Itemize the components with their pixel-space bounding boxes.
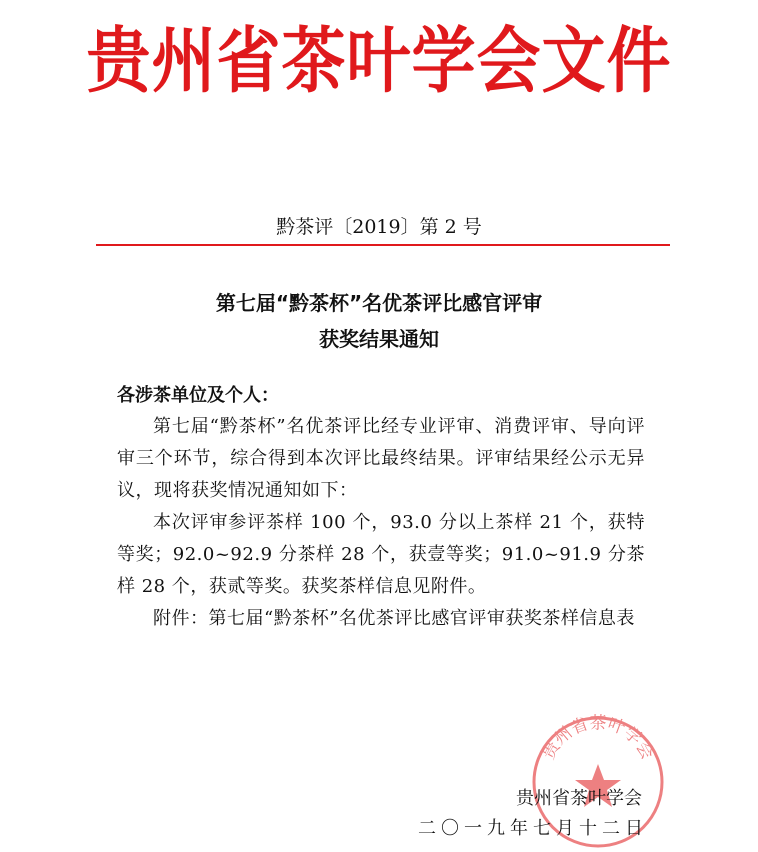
issue-date: 二〇一九年七月十二日 — [418, 818, 648, 839]
paragraph-text: 附件：第七届“黔茶杯”名优茶评比感官评审获奖茶样信息表 — [153, 608, 635, 629]
document-masthead: 贵州省茶叶学会文件 — [86, 20, 672, 104]
salutation: 各涉茶单位及个人： — [117, 385, 279, 406]
notice-title-line-2: 获奖结果通知 — [319, 327, 439, 351]
body-paragraph-2 — [117, 507, 645, 603]
notice-title-line-1: 第七届“黔茶杯”名优茶评比感官评审 — [215, 291, 543, 315]
red-divider-line — [96, 244, 670, 246]
attachment-note — [117, 603, 645, 635]
seal-text: 贵州省茶叶学会 — [538, 713, 658, 763]
paragraph-text: 第七届“黔茶杯”名优茶评比经专业评审、消费评审、导向评审三个环节，综合得到本次评比最终结果。评审结果经公示无异议，现将获奖情况通知如下： — [117, 416, 645, 501]
body-paragraph-1 — [117, 411, 645, 507]
document-number: 黔茶评〔2019〕第 2 号 — [276, 216, 482, 238]
issuer-signature: 贵州省茶叶学会 — [516, 788, 642, 809]
paragraph-text: 本次评审参评茶样 100 个，93.0 分以上茶样 21 个，获特等奖；92.0~92.9 分茶样 28 个，获壹等奖；91.0~91.9 分茶样 28 个，获贰等奖。获奖茶样信息见附件。 — [117, 512, 645, 597]
